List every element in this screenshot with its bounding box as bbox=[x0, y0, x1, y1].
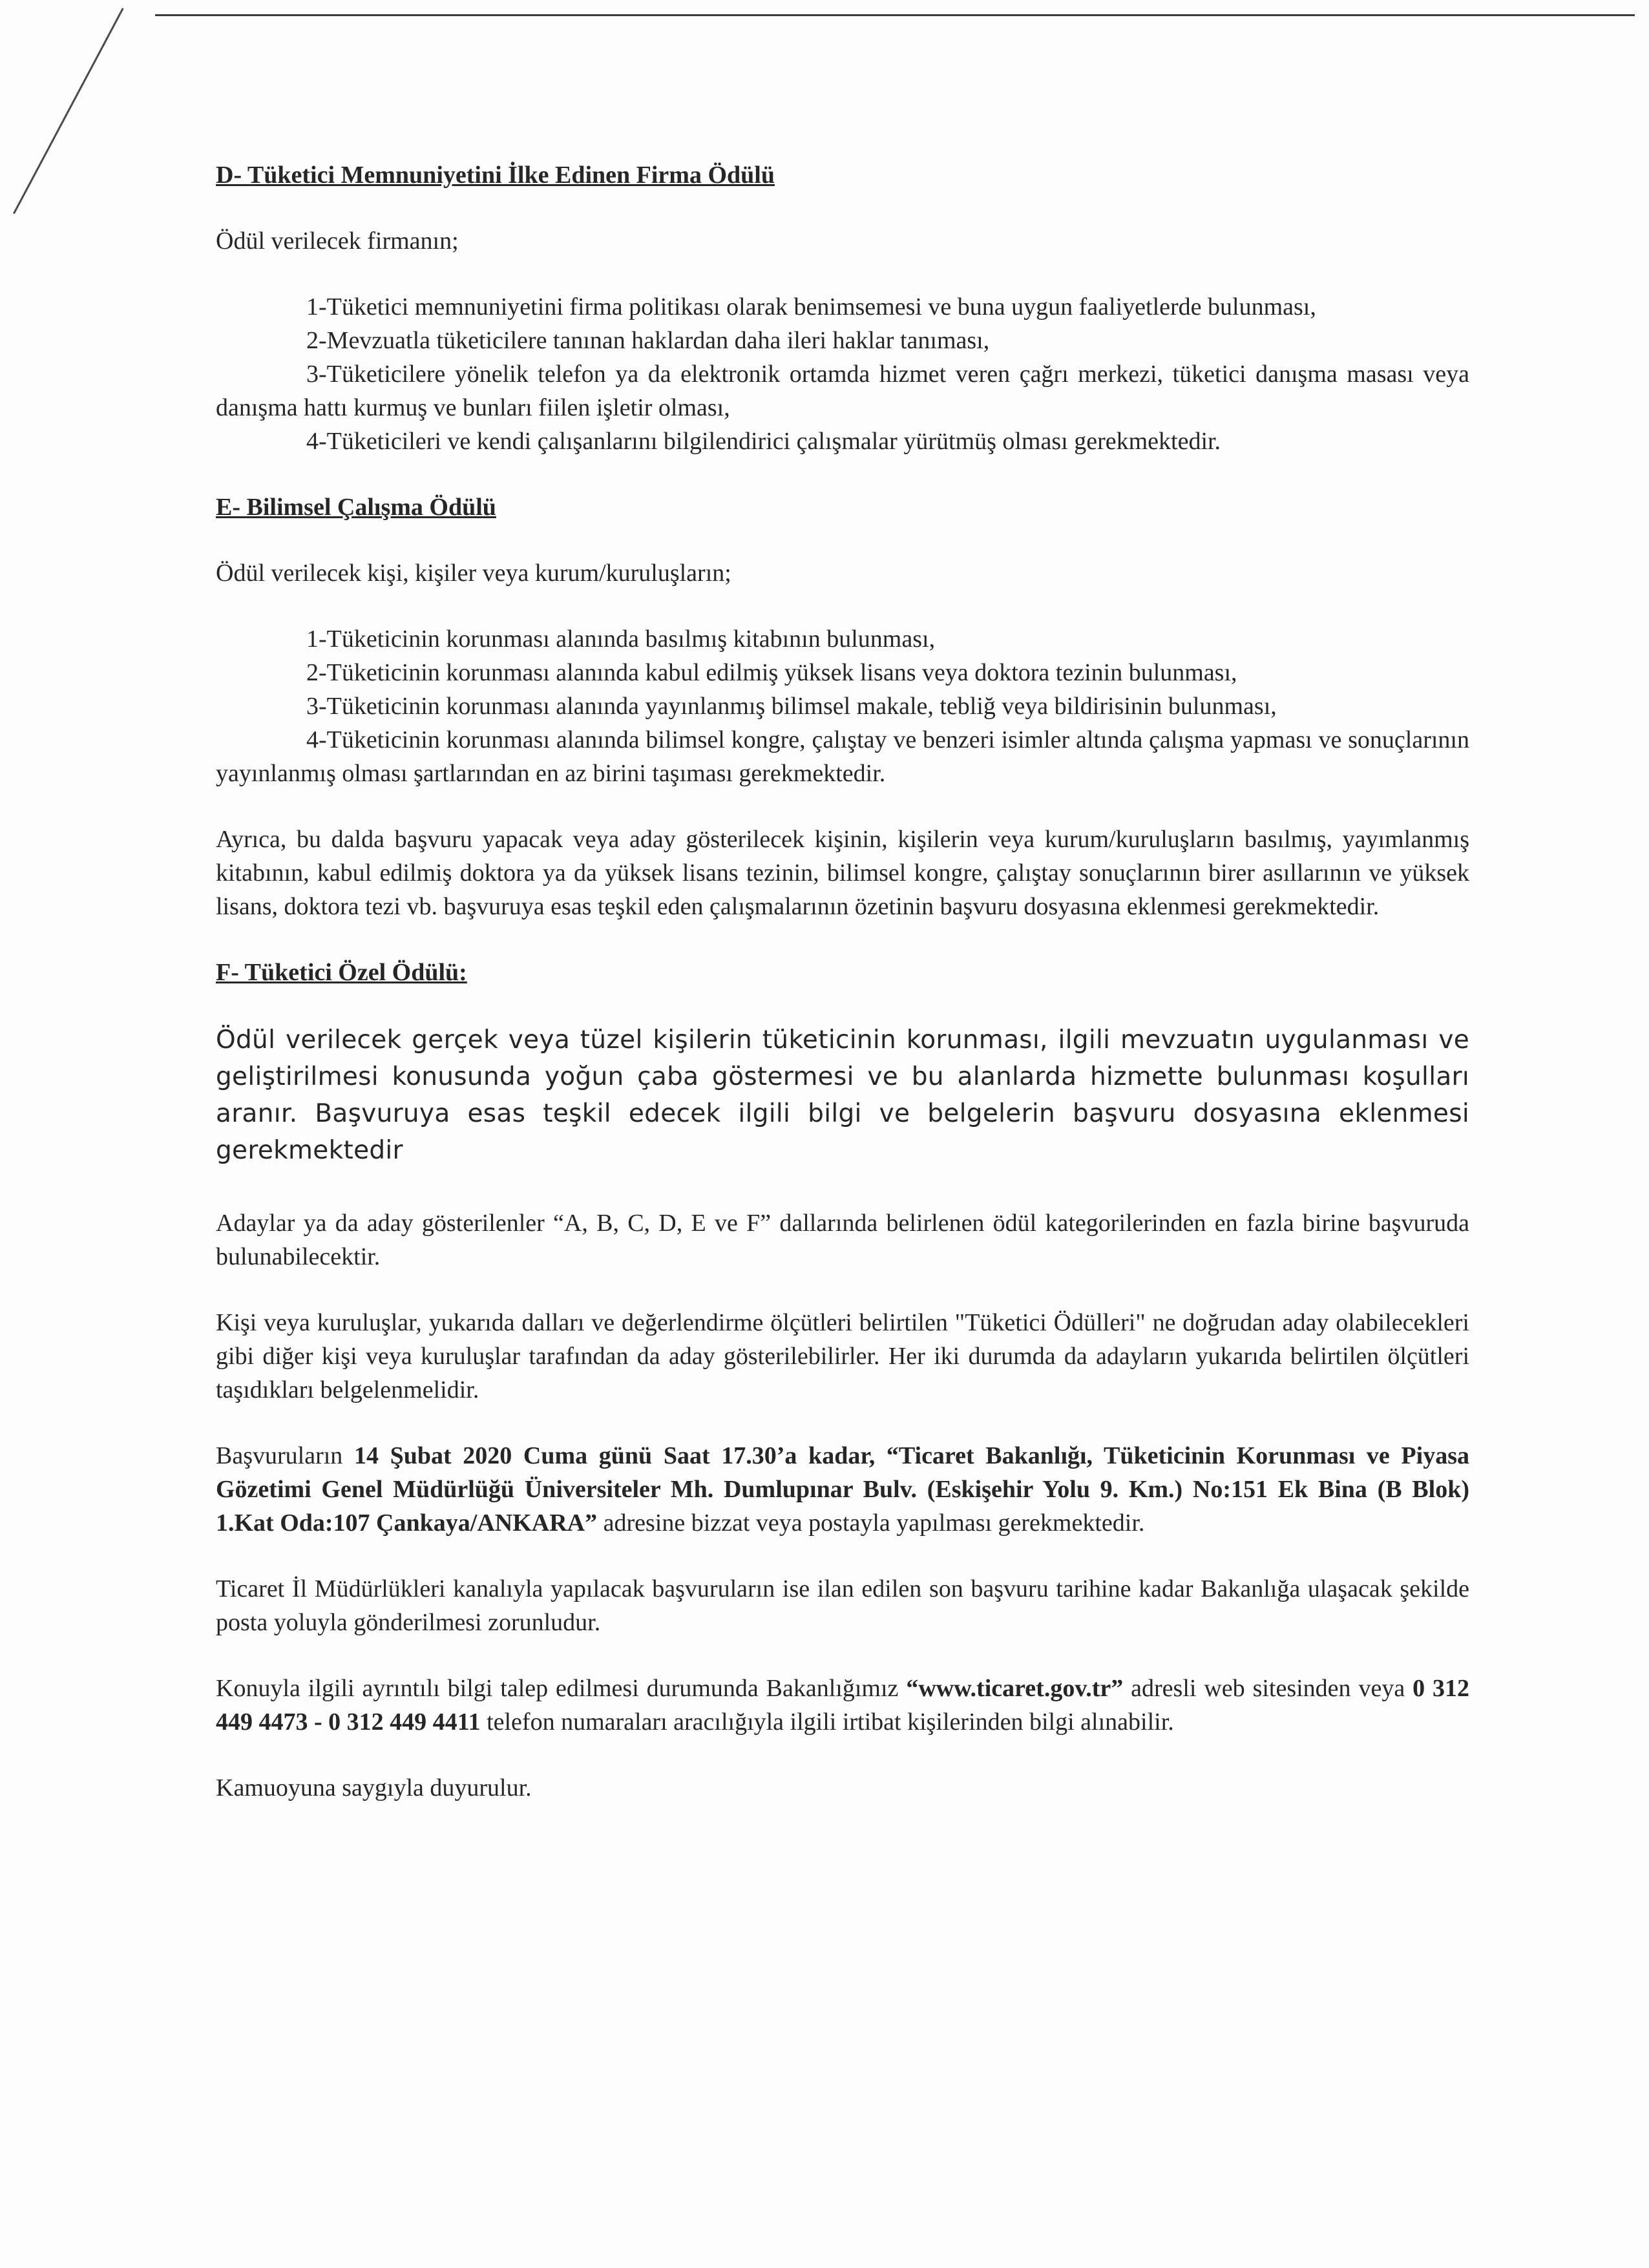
section-e-item: 4-Tüketicinin korunması alanında bilimsel kongre, çalıştay ve benzeri isimler altında çalışma yapması ve sonuçlarının yayınlanmış olması şartlarından en az birini taşıması gerekmektedir. bbox=[216, 726, 1469, 787]
deadline-address: 14 Şubat 2020 Cuma günü Saat 17.30’a kadar, “Ticaret Bakanlığı, Tüketicinin Korunması ve Piyasa Gözetimi Genel Müdürlüğü Üniversiteler Mh. Dumlupınar Bulv. (Eskişehir Yolu 9. Km.) No:151 Ek Bina (B Blok) 1.Kat Oda:107 Çankaya/ANKARA” bbox=[216, 1442, 1469, 1537]
section-f-heading: F- Tüketici Özel Ödülü: bbox=[216, 959, 467, 986]
scan-edge-line bbox=[155, 14, 1635, 16]
section-e-item: 1-Tüketicinin korunması alanında basılmış kitabının bulunması, bbox=[306, 625, 936, 653]
contact-paragraph bbox=[216, 1672, 1469, 1739]
section-f-body: Ödül verilecek gerçek veya tüzel kişilerin tüketicinin korunması, ilgili mevzuatın uygulanması ve geliştirilmesi konusunda yoğun çaba göstermesi ve bu alanlarda hizmette bulunması koşulları aranır. Başvuruya esas teşkil edecek ilgili bilgi ve belgelerin başvuru dosyasına eklenmesi gerekmektedir bbox=[216, 1025, 1469, 1165]
section-d-intro: Ödül verilecek firmanın; bbox=[216, 227, 459, 255]
contact-tail: telefon numaraları aracılığıyla ilgili irtibat kişilerinden bilgi alınabilir. bbox=[480, 1708, 1174, 1736]
deadline-lead: Başvuruların bbox=[216, 1442, 354, 1469]
section-e-heading: E- Bilimsel Çalışma Ödülü bbox=[216, 494, 496, 521]
provincial-paragraph: Ticaret İl Müdürlükleri kanalıyla yapılacak başvuruların ise ilan edilen son başvuru tarihine kadar Bakanlığa ulaşacak şekilde posta yoluyla gönderilmesi zorunludur. bbox=[216, 1575, 1469, 1636]
closing-line: Kamuoyuna saygıyla duyurulur. bbox=[216, 1774, 532, 1801]
deadline-paragraph bbox=[216, 1439, 1469, 1540]
section-e-intro: Ödül verilecek kişi, kişiler veya kurum/kuruluşların; bbox=[216, 560, 731, 587]
document-body bbox=[216, 158, 1469, 1805]
contact-website: “www.ticaret.gov.tr” bbox=[906, 1675, 1124, 1702]
nominations-paragraph: Kişi veya kuruluşlar, yukarıda dalları ve değerlendirme ölçütleri belirtilen "Tüketici Ödülleri" ne doğrudan aday olabilecekleri gibi diğer kişi veya kuruluşlar tarafından da aday gösterilebilirler. Her iki durumda da adayların yukarıda belirtilen ölçütleri taşıdıkları belgelenmelidir. bbox=[216, 1309, 1469, 1403]
contact-lead: Konuyla ilgili ayrıntılı bilgi talep edilmesi durumunda Bakanlığımız bbox=[216, 1675, 907, 1702]
scan-fold-line bbox=[13, 8, 124, 214]
section-e-item: 3-Tüketicinin korunması alanında yayınlanmış bilimsel makale, tebliğ veya bildirisinin bulunması, bbox=[306, 693, 1277, 720]
section-d-item: 3-Tüketicilere yönelik telefon ya da elektronik ortamda hizmet veren çağrı merkezi, tüketici danışma masası veya danışma hattı kurmuş ve bunları fiilen işletir olması, bbox=[216, 361, 1469, 421]
candidates-paragraph: Adaylar ya da aday gösterilenler “A, B, C, D, E ve F” dallarında belirlenen ödül kategorilerinden en fazla birine başvuruda bulunabilecektir. bbox=[216, 1210, 1469, 1270]
section-d-item: 1-Tüketici memnuniyetini firma politikası olarak benimsemesi ve buna uygun faaliyetlerde bulunması, bbox=[306, 293, 1316, 320]
contact-phones: 0 312 449 4473 - 0 312 449 4411 bbox=[216, 1675, 1470, 1736]
section-d-item: 2-Mevzuatla tüketicilere tanınan haklardan daha ileri haklar tanıması, bbox=[306, 327, 990, 354]
section-d-item: 4-Tüketicileri ve kendi çalışanlarını bilgilendirici çalışmalar yürütmüş olması gerekmektedir. bbox=[306, 428, 1221, 455]
section-e-item: 2-Tüketicinin korunması alanında kabul edilmiş yüksek lisans veya doktora tezinin bulunması, bbox=[306, 659, 1237, 686]
contact-mid: adresli web sitesinden veya bbox=[1123, 1675, 1413, 1702]
section-e-note: Ayrıca, bu dalda başvuru yapacak veya aday gösterilecek kişinin, kişilerin veya kurum/kuruluşların basılmış, yayımlanmış kitabının, kabul edilmiş doktora ya da yüksek lisans tezinin, bilimsel kongre, çalıştay sonuçlarının birer asıllarının ve yüksek lisans, doktora tezi vb. başvuruya esas teşkil eden çalışmalarının özetinin başvuru dosyasına eklenmesi gerekmektedir. bbox=[216, 826, 1469, 920]
deadline-tail: adresine bizzat veya postayla yapılması gerekmektedir. bbox=[597, 1509, 1145, 1537]
section-d-heading: D- Tüketici Memnuniyetini İlke Edinen Firma Ödülü bbox=[216, 162, 775, 189]
